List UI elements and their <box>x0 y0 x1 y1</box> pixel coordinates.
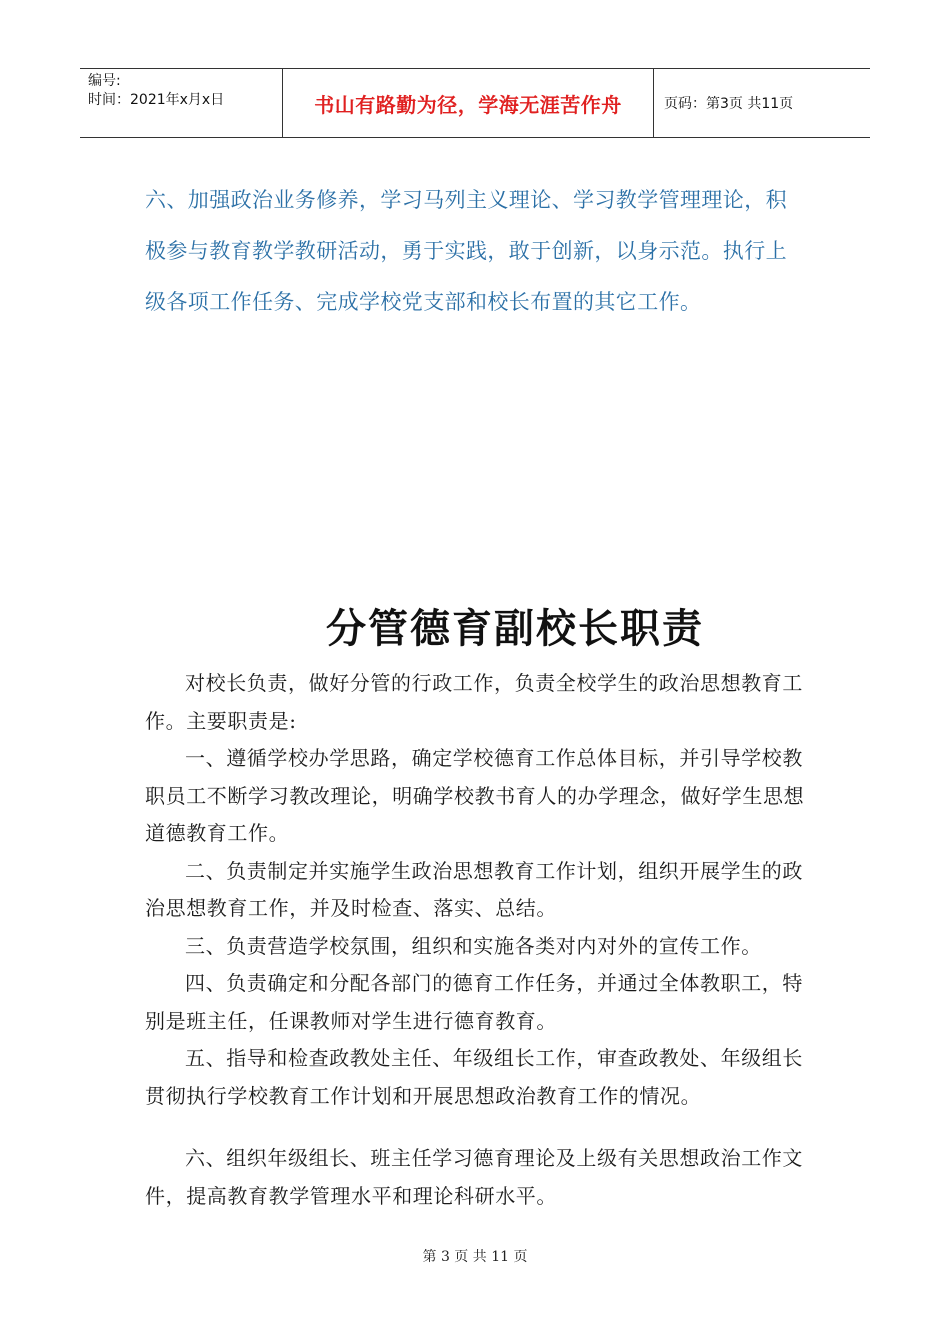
number-label: 编号: <box>88 73 121 89</box>
header-meta <box>80 69 283 137</box>
duty-paragraph-2: 二、负责制定并实施学生政治思想教育工作计划，组织开展学生的政治思想教育工作，并及时检查、落实、总结。 <box>145 858 803 920</box>
duty-paragraph-1: 一、遵循学校办学思路，确定学校德育工作总体目标，并引导学校教职员工不断学习教改理论，明确学校教书育人的办学理念，做好学生思想道德教育工作。 <box>145 746 805 845</box>
page-footer: 第 3 页 共 11 页 <box>422 1249 528 1265</box>
document-header <box>80 68 870 138</box>
duty-paragraph-5: 五、指导和检查政教处主任、年级组长工作，审查政教处、年级组长贯彻执行学校教育工作计划和开展思想政治教育工作的情况。 <box>145 1046 803 1108</box>
document-title: 分管德育副校长职责 <box>326 605 704 652</box>
document-body <box>145 665 805 1215</box>
header-page-info: 页码：第3页 共11页 <box>664 96 794 112</box>
header-motto: 书山有路勤为径，学海无涯苦作舟 <box>283 69 654 137</box>
duty-paragraph-4: 四、负责确定和分配各部门的德育工作任务，并通过全体教职工，特别是班主任，任课教师对学生进行德育教育。 <box>145 971 803 1033</box>
previous-section-paragraph: 六、加强政治业务修养，学习马列主义理论、学习教学管理理论，积极参与教育教学教研活动，勇于实践，敢于创新，以身示范。执行上级各项工作任务、完成学校党支部和校长布置的其它工作。 <box>145 188 787 314</box>
time-label: 时间：2021年x月x日 <box>88 92 225 108</box>
duty-paragraph-3: 三、负责营造学校氛围，组织和实施各类对内对外的宣传工作。 <box>185 933 762 958</box>
duty-paragraph-6: 六、组织年级组长、班主任学习德育理论及上级有关思想政治工作文件，提高教育教学管理水平和理论科研水平。 <box>145 1146 803 1208</box>
intro-paragraph: 对校长负责，做好分管的行政工作，负责全校学生的政治思想教育工作。主要职责是: <box>145 671 803 733</box>
